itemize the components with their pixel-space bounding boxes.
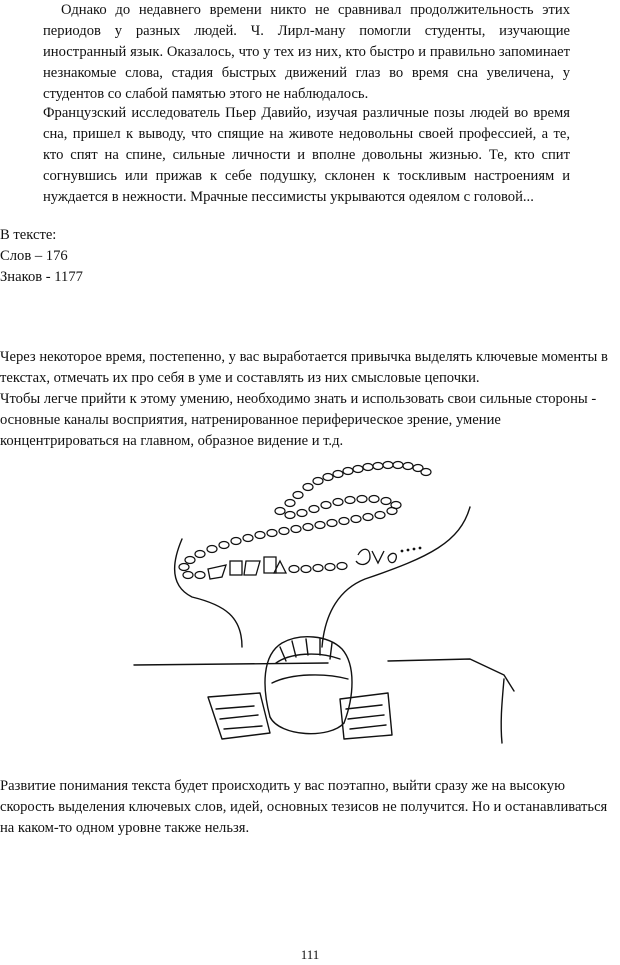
paragraph-text: Чтобы легче прийти к этому умению, необходимо знать и использовать свои сильные стороны - основные каналы восприятия, натренированное периферическое зрение, умение концентрироваться на главном, образное видение и т.д. <box>0 391 597 449</box>
text-statistics <box>0 225 300 288</box>
paragraph-comprehension <box>0 776 620 839</box>
stats-heading: В тексте: <box>0 227 57 243</box>
paragraph-key-points <box>0 347 620 452</box>
stats-words: Слов – 176 <box>0 248 68 264</box>
paragraph-text: Французский исследователь Пьер Давийо, изучая различные позы людей во время сна, пришел к выводу, что спящие на животе недовольны своей профессией, а те, кто спят на спине, сильные личности и вполне довольны жизнью. Те, кто спит согнувшись или прижав к себе подушку, склонен к тоскливым настроениям и нуждается в нежности. Мрачные пессимисты укрываются одеялом с головой... <box>43 105 570 205</box>
paragraph-text: Развитие понимания текста будет происходить у вас поэтапно, выйти сразу же на высокую скорость выделения ключевых слов, идей, основных тезисов не получится. Но и останавливаться на каком-то одном уровне также нельзя. <box>0 778 608 836</box>
stats-chars: Знаков - 1177 <box>0 269 83 285</box>
page-number: 111 <box>300 947 320 962</box>
paragraph-text: Через некоторое время, постепенно, у вас выработается привычка выделять ключевые моменты в текстах, отмечать их про себя в уме и составлять из них смысловые цепочки. <box>0 349 608 386</box>
paragraph-sleep-studies <box>43 0 570 105</box>
thought-chain-illustration <box>130 447 522 745</box>
paragraph-text: Однако до недавнего времени никто не сравнивал продолжительность этих периодов у разных людей. Ч. Лирл-ману помогли студенты, изучающие иностранный язык. Оказалось, что у тех из них, кто быстро и правильно запоминает незнакомые слова, стадия быстрых движений глаз во время сна увеличена, у студентов со слабой памятью этого не наблюдалось. <box>43 2 570 102</box>
paragraph-sleep-poses <box>43 103 570 208</box>
